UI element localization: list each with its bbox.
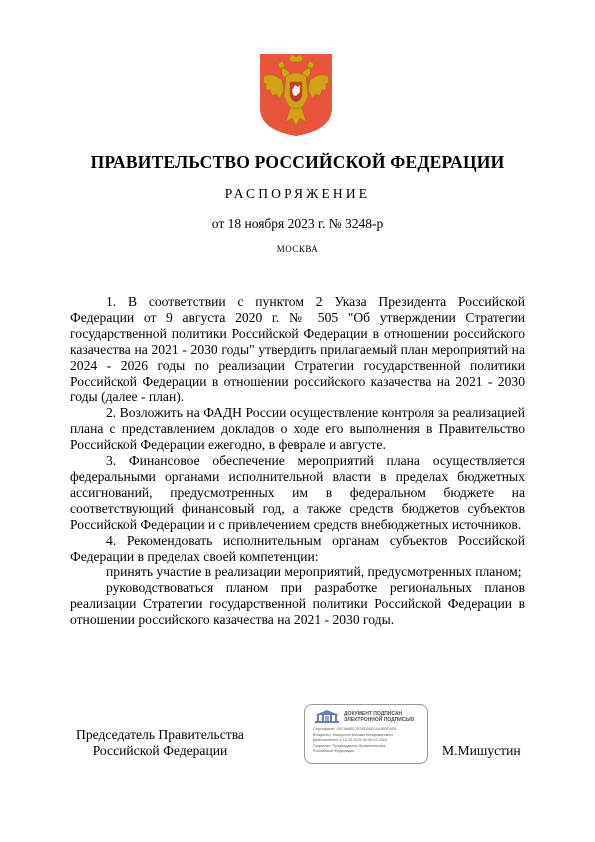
government-title: ПРАВИТЕЛЬСТВО РОССИЙСКОЙ ФЕДЕРАЦИИ [90,152,505,172]
paragraph-3: 3. Финансовое обеспечение мероприятий плана осуществляется федеральными органами исполнительной власти в пределах бюджетных ассигнований, предусмотренных им в федеральном бюджете на соответствующий финансовый год, а также средств бюджетов субъектов Российской Федерации и с привлечением средств внебюджетных источников. [70,453,525,532]
paragraph-4b: руководствоваться планом при разработке региональных планов реализации Стратегии государственной политики Российской Федерации в отношении российского казачества на 2021 - 2030 годы. [70,580,525,628]
stamp-line: Действителен: с 12.12.2022 по 06.03.2024 [313,738,388,742]
coat-of-arms-emblem [258,52,334,138]
paragraph-1: 1. В соответствии с пунктом 2 Указа Президента Российской Федерации от 9 августа 2020 г. № 505 "Об утверждении Стратегии государственной политики Российской Федерации в отношении российского казачества на 2021 - 2030 годы" утвердить прилагаемый план мероприятий на 2024 - 2026 годы по реализации Стратегии государственной политики Российской Федерации в отношении российского казачества на 2021 - 2030 годы (далее - план). [70,294,525,405]
stamp-heading [344,711,414,723]
paragraph-4a: принять участие в реализации мероприятий, предусмотренных планом; [106,564,522,580]
paragraph-4: 4. Рекомендовать исполнительным органам субъектов Российской Федерации в пределах своей компетенции: [70,532,525,564]
document-date-number: от 18 ноября 2023 г. № 3248-р [211,216,384,231]
electronic-signature-stamp [304,704,428,764]
signatory-name: М.Мишустин [442,743,521,758]
document-type: РАСПОРЯЖЕНИЕ [224,186,371,201]
stamp-line: Владелец: Мишустин Михаил Владимирович [313,732,393,737]
stamp-heading-line2: ЭЛЕКТРОННОЙ ПОДПИСЬЮ [344,717,415,723]
signatory-position-line2: Российской Федерации [92,743,228,758]
signatory-position-line1: Председатель Правительства [76,727,244,742]
government-building-icon [313,709,341,725]
document-city: МОСКВА [276,244,319,254]
signatory-position [70,727,250,759]
stamp-details [313,727,421,755]
stamp-heading-line1: ДОКУМЕНТ ПОДПИСАН [344,711,403,717]
stamp-line: Российской Федерации [313,749,355,753]
document-body [70,294,525,628]
stamp-line: Сертификат: 00C9A8B17E00D2AF01A3B3F6E5 [313,727,397,731]
paragraph-2: 2. Возложить на ФАДН России осуществление контроля за реализацией плана с представлением докладов о ходе его выполнения в Правительство Российской Федерации ежегодно, в феврале и августе. [70,405,525,453]
stamp-line: Подписал: Председатель Правительства [313,743,386,748]
